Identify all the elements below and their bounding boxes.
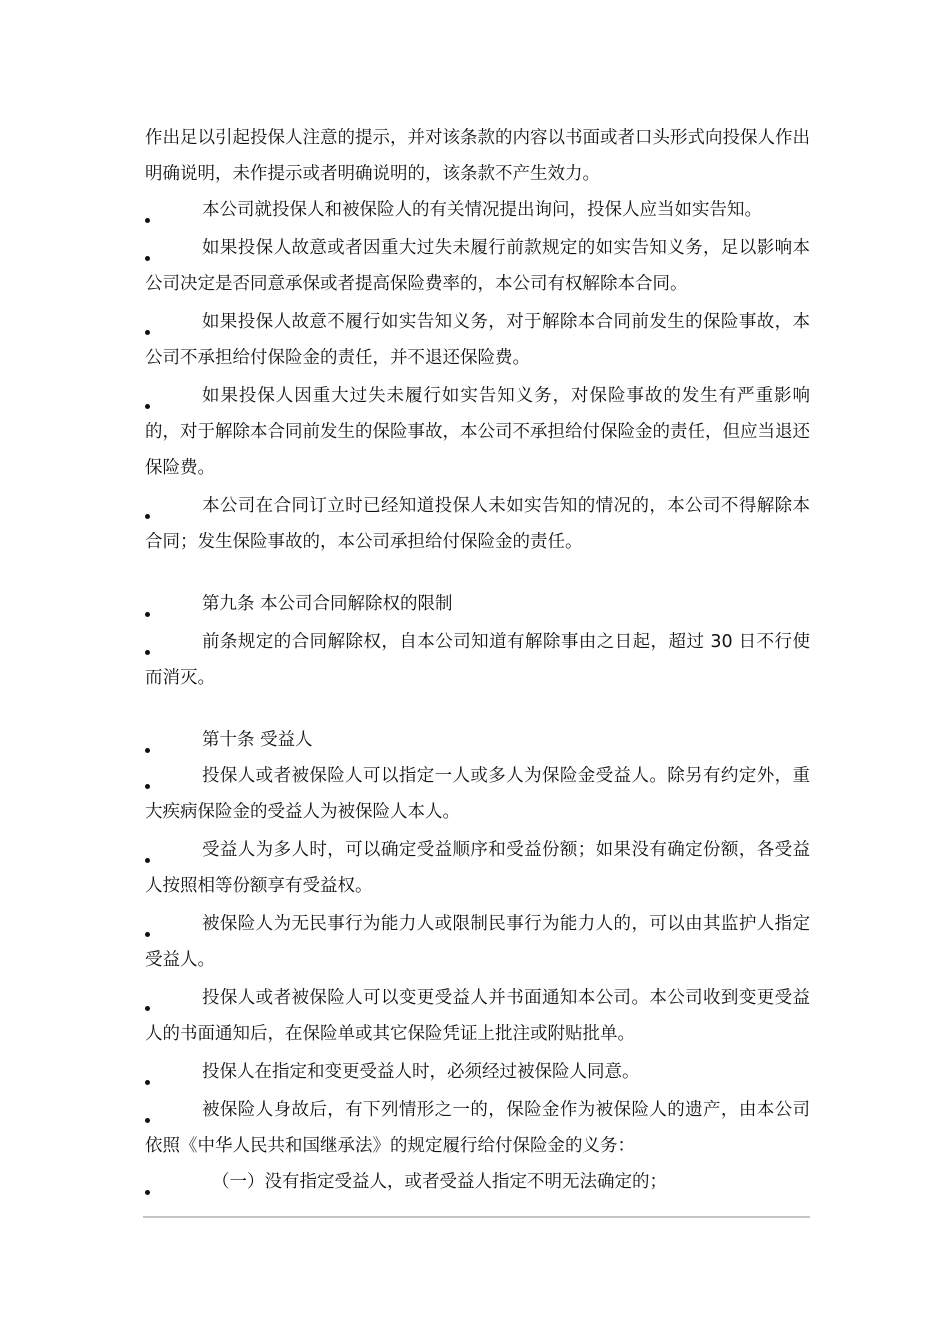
article-10-heading: [145, 722, 810, 758]
paragraph-intentional-breach: [145, 230, 810, 302]
paragraph-text: 投保人在指定和变更受益人时，必须经过被保险人同意。: [202, 1062, 640, 1082]
paragraph-text: （一）没有指定受益人，或者受益人指定不明无法确定的；: [212, 1172, 667, 1192]
paragraph-text: 投保人或者被保险人可以变更受益人并书面通知本公司。本公司收到变更受益人的书面通知后，在保险单或其它保险凭证上批注或附贴批单。: [145, 988, 810, 1044]
paragraph-beneficiary-designation: [145, 758, 810, 830]
paragraph-text: 被保险人身故后，有下列情形之一的，保险金作为被保险人的遗产，由本公司依照《中华人民共和国继承法》的规定履行给付保险金的义务：: [145, 1100, 810, 1156]
paragraph-known-facts: [145, 488, 810, 560]
page-divider: [143, 1216, 810, 1218]
paragraph-text: 如果投保人故意或者因重大过失未履行前款规定的如实告知义务，足以影响本公司决定是否同意承保或者提高保险费率的，本公司有权解除本合同。: [145, 238, 810, 294]
paragraph-text: 本公司就投保人和被保险人的有关情况提出询问，投保人应当如实告知。: [202, 200, 762, 220]
paragraph-gross-negligence: [145, 378, 810, 486]
paragraph-text: 被保险人为无民事行为能力人或限制民事行为能力人的，可以由其监护人指定受益人。: [145, 914, 810, 970]
paragraph-guardian: [145, 906, 810, 978]
paragraph-case-1: [145, 1164, 810, 1200]
paragraph-text: 第十条 受益人: [202, 730, 313, 750]
paragraph-text: 本公司在合同订立时已经知道投保人未如实告知的情况的，本公司不得解除本合同；发生保险事故的，本公司承担给付保险金的责任。: [145, 496, 810, 552]
article-9-heading: [145, 586, 810, 622]
paragraph-inquiry: [145, 192, 810, 228]
paragraph-text: 投保人或者被保险人可以指定一人或多人为保险金受益人。除另有约定外，重大疾病保险金的受益人为被保险人本人。: [145, 766, 810, 822]
paragraph-no-refund: [145, 304, 810, 376]
paragraph-text: 第九条 本公司合同解除权的限制: [202, 594, 453, 614]
paragraph-text: 作出足以引起投保人注意的提示，并对该条款的内容以书面或者口头形式向投保人作出明确说明，未作提示或者明确说明的，该条款不产生效力。: [145, 128, 810, 184]
paragraph-text: 如果投保人因重大过失未履行如实告知义务，对保险事故的发生有严重影响的，对于解除本合同前发生的保险事故，本公司不承担给付保险金的责任，但应当退还保险费。: [145, 386, 810, 478]
paragraph-text: 如果投保人故意不履行如实告知义务，对于解除本合同前发生的保险事故，本公司不承担给付保险金的责任，并不退还保险费。: [145, 312, 810, 368]
paragraph-intro: [145, 120, 810, 192]
paragraph-change-beneficiary: [145, 980, 810, 1052]
paragraph-estate: [145, 1092, 810, 1164]
paragraph-rescission-limit: [145, 624, 810, 696]
paragraph-multiple-beneficiaries: [145, 832, 810, 904]
paragraph-consent: [145, 1054, 810, 1090]
paragraph-text: 前条规定的合同解除权，自本公司知道有解除事由之日起，超过 30 日不行使而消灭。: [145, 632, 810, 688]
paragraph-text: 受益人为多人时，可以确定受益顺序和受益份额；如果没有确定份额，各受益人按照相等份额享有受益权。: [145, 840, 810, 896]
